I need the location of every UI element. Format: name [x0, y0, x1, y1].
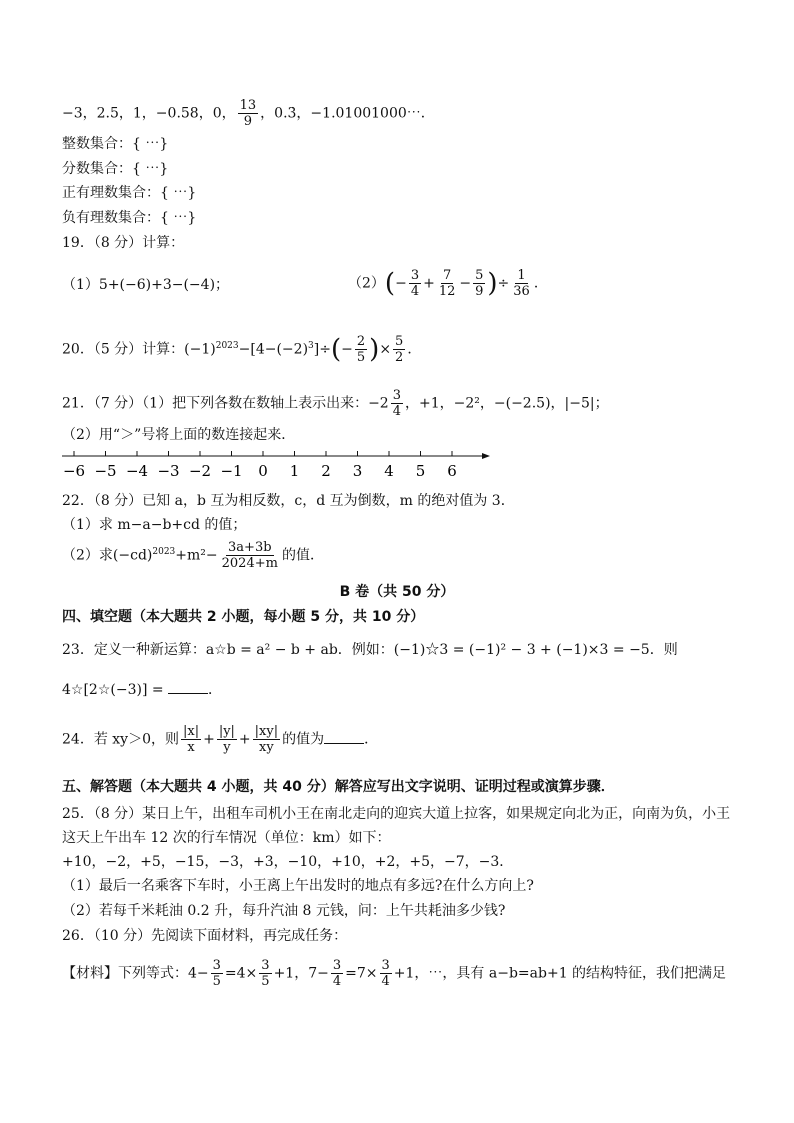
q22-line3: （2）求$(-cd)^{2023}+m^2-$ $\frac{3a+3b}{2024+m}$ 的值．: [62, 540, 324, 571]
tick-label: −6: [62, 462, 86, 480]
q19-title: 19．（8 分）计算：: [62, 235, 185, 251]
section-b-title: B 卷（共 50 分）: [339, 584, 455, 600]
q25-line: （2）若每千米耗油 0.2 升，每升汽油 8 元钱，问：上午共耗油多少钱?: [62, 903, 506, 919]
q24: 24．若 xy＞0，则 $\frac{|x|}{x}$ + $\frac{|y|}{y}$ + $\frac{|xy|}{xy}$ 的值为 ．: [62, 724, 379, 755]
q25-line: 25．（8 分）某日上午，出租车司机小王在南北走向的迎宾大道上拉客，如果规定向北为正，向南为负，小王: [62, 806, 731, 822]
tick-label: −2: [188, 462, 212, 480]
tick-label: 6: [447, 462, 457, 480]
q26-line1: 26．（10 分）先阅读下面材料，再完成任务：: [62, 928, 348, 944]
q25-line: （1）最后一名乘客下车时，小王离上午出发时的地点有多远?在什么方向上?: [62, 878, 534, 894]
tick-label: 2: [321, 462, 331, 480]
q26-line2: 【材料】下列等式：4− $\frac{3}{5}$ =4× $\frac{3}{5}$ +1，7− $\frac{3}{4}$ =7× $\frac{3}{4}$ +1，⋯，具有 a−b=ab+1 的结构特征，我们把满足: [62, 958, 727, 989]
q25-line: +10，−2，+5，−15，−3，+3，−10，+10，+2，+5，−7，−3．: [62, 854, 514, 870]
tick-label: −1: [220, 462, 243, 480]
q21-part2: （2）用“＞”号将上面的数连接起来．: [62, 427, 296, 443]
q20: 20．（5 分）计算：$(-1)^{2023}-[4-(-2)^3]\div(-$ $\frac{2}{5}$ )× $\frac{5}{2}$ ．: [62, 334, 422, 365]
tick-label: 0: [258, 462, 268, 480]
arrow-icon: [482, 453, 490, 459]
tick-label: −3: [157, 462, 180, 480]
fraction: $\frac{13}{9}$: [239, 98, 257, 129]
fraction-set: 分数集合：{ ⋯}: [62, 161, 169, 177]
number-line: [62, 448, 492, 488]
q18-numbers: −3，2.5，1，−0.58，0， $\frac{13}{9}$ ，0.3̇，−1.01001000⋯．: [62, 98, 435, 129]
q22-line2: （1）求 m−a−b+cd 的值；: [62, 517, 247, 533]
part4-heading: 四、填空题（本大题共 2 小题，每小题 5 分，共 10 分）: [62, 609, 425, 625]
positive-rational-set: 正有理数集合：{ ⋯}: [62, 185, 197, 201]
part5-heading: 五、解答题（本大题共 4 小题，共 40 分）解答应写出文字说明、证明过程或演算步骤．: [62, 779, 615, 795]
q21-part1: 21．（7 分）（1）把下列各数在数轴上表示出来：−2 $\frac{3}{4}$ ，+1，−2²，−(−2.5)，|−5|；: [62, 388, 609, 419]
q25-line: 这天上午出车 12 次的行车情况（单位：km）如下：: [62, 830, 391, 846]
tick-label: 3: [352, 462, 363, 480]
tick-label: −4: [125, 462, 149, 480]
q23-line2: 4☆[2☆(−3)] = ．: [62, 682, 223, 698]
tick-label: −5: [94, 462, 117, 480]
q23-line1: 23．定义一种新运算：a☆b = a² − b + ab．例如：(−1)☆3 = (−1)² − 3 + (−1)×3 = −5．则: [62, 642, 678, 658]
negative-rational-set: 负有理数集合：{ ⋯}: [62, 210, 197, 226]
tick-label: 5: [415, 462, 426, 480]
tick-label: 4: [384, 462, 394, 480]
q19-part1: （1）5+(−6)+3−(−4)；: [62, 277, 230, 293]
q22-line1: 22．（8 分）已知 a，b 互为相反数，c，d 互为倒数，m 的绝对值为 3．: [62, 493, 515, 509]
q19-part2: （2）(− $\frac{3}{4}$ + $\frac{7}{12}$ − $\frac{5}{9}$ )÷ $\frac{1}{36}$ ．: [348, 268, 548, 299]
integer-set: 整数集合：{ ⋯}: [62, 136, 169, 152]
tick-label: 1: [289, 462, 300, 480]
